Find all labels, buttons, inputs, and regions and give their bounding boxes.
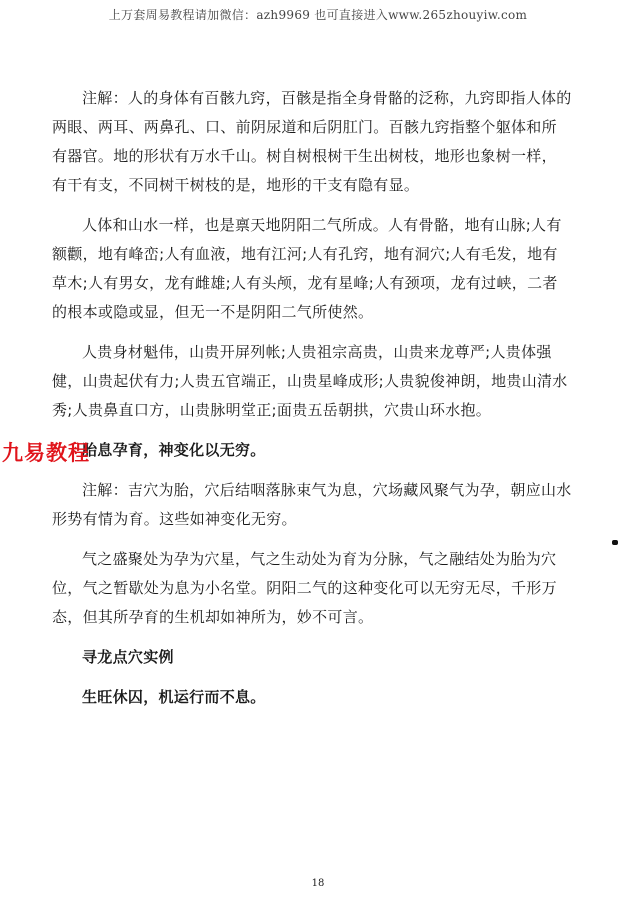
document-body xyxy=(52,84,572,723)
scan-speck xyxy=(612,540,618,545)
body-paragraph: 气之盛聚处为孕为穴星，气之生动处为育为分脉，气之融结处为胎为穴位，气之暂歇处为息为小名堂。阴阳二气的这种变化可以无穷无尽，千形万态，但其所孕育的生机却如神所为，妙不可言。 xyxy=(52,550,557,626)
section-heading: 胎息孕育，神变化以无穷。 xyxy=(82,441,266,459)
page-header: 上万套周易教程请加微信：azh9969 也可直接进入www.265zhouyiw.com xyxy=(108,8,528,22)
section-heading: 寻龙点穴实例 xyxy=(82,648,174,666)
page-number: 18 xyxy=(311,878,325,889)
body-paragraph: 人贵身材魁伟，山贵开屏列帐;人贵祖宗高贵，山贵来龙尊严;人贵体强健，山贵起伏有力;人贵五官端正，山贵星峰成形;人贵貌俊神朗，地贵山清水秀;人贵鼻直口方，山贵脉明堂正;面贵五岳朝拱，穴贵山环水抱。 xyxy=(52,343,568,419)
section-heading: 生旺休囚，机运行而不息。 xyxy=(82,688,266,706)
body-paragraph: 注解：人的身体有百骸九窍，百骸是指全身骨骼的泛称，九窍即指人体的两眼、两耳、两鼻孔、口、前阴尿道和后阴肛门。百骸九窍指整个躯体和所有器官。地的形状有万水千山。树自树根树干生出树枝，地形也象树一样，有干有支，不同树干树枝的是，地形的干支有隐有显。 xyxy=(52,89,572,194)
body-paragraph: 注解：吉穴为胎，穴后结咽落脉束气为息，穴场藏风聚气为孕，朝应山水形势有情为育。这些如神变化无穷。 xyxy=(52,481,572,528)
body-paragraph: 人体和山水一样，也是禀天地阴阳二气所成。人有骨骼，地有山脉;人有额颧，地有峰峦;人有血液，地有江河;人有孔窍，地有洞穴;人有毛发，地有草木;人有男女，龙有雌雄;人有头颅，龙有星峰;人有颈项，龙有过峡，二者的根本或隐或显，但无一不是阴阳二气所使然。 xyxy=(52,216,562,321)
watermark-logo: 九易教程 xyxy=(2,441,90,465)
